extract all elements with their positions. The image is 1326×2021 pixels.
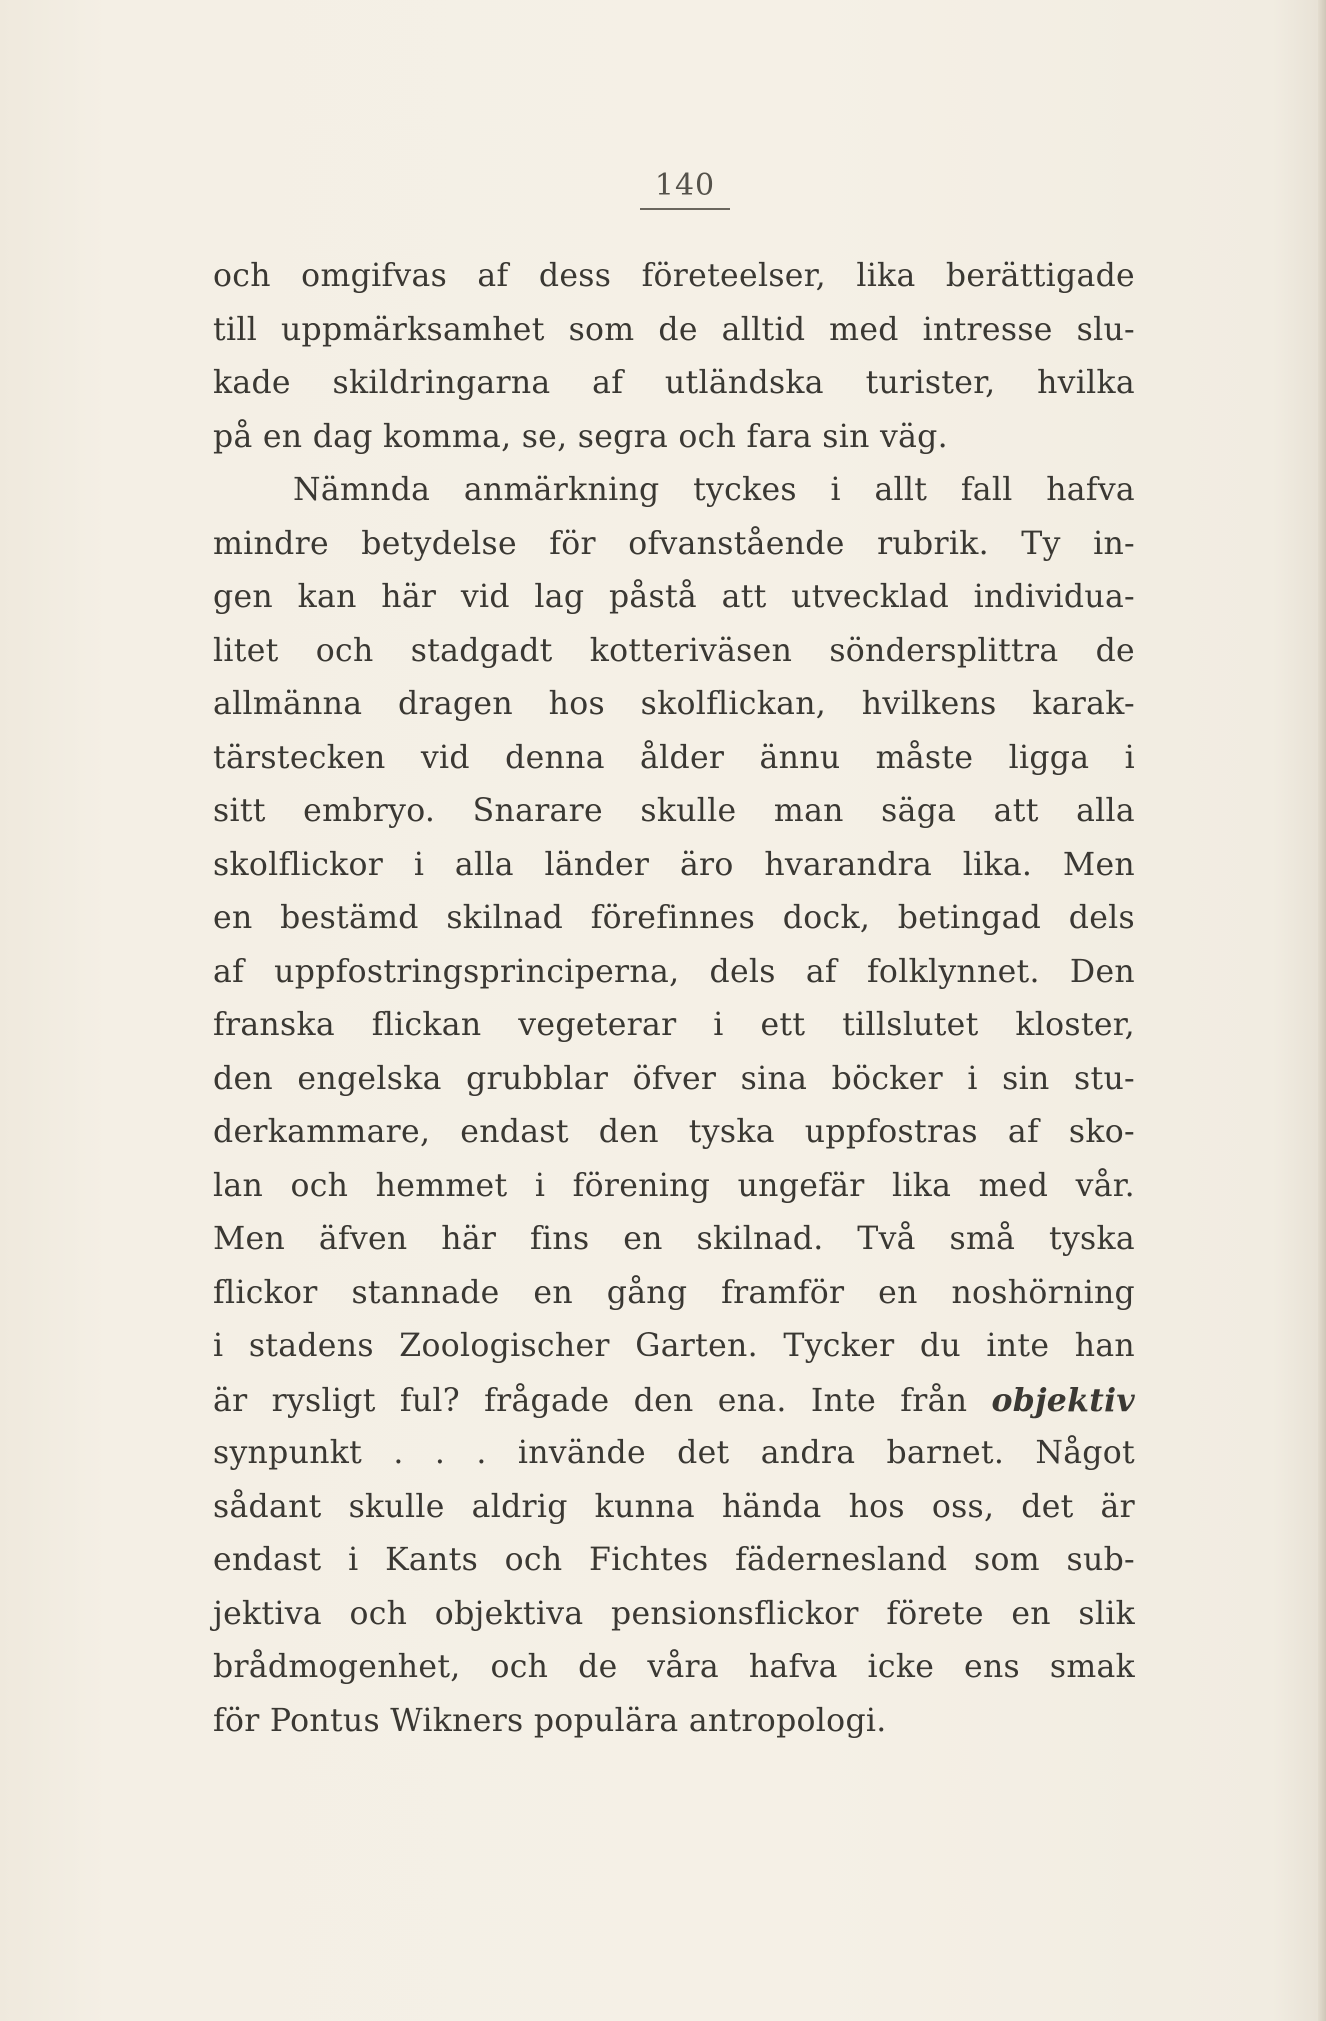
text-line: allmänna dragen hos skolflickan, hvilkens karak- xyxy=(213,686,1135,722)
emphasized-word: objektiv xyxy=(991,1381,1135,1419)
text-line: sitt embryo. Snarare skulle man säga att alla xyxy=(213,793,1135,829)
text-line: sådant skulle aldrig kunna hända hos oss, det är xyxy=(213,1488,1135,1525)
text-line: en bestämd skilnad förefinnes dock, betingad dels xyxy=(213,900,1135,936)
page-edge xyxy=(1318,0,1326,2021)
page-number: 140 xyxy=(654,168,716,203)
text-line: kade skildringarna af utländska turister, hvilka xyxy=(213,365,1135,401)
text-line: gen kan här vid lag påstå att utvecklad individua- xyxy=(213,579,1135,615)
text-line: synpunkt . . . invände det andra barnet. Något xyxy=(213,1435,1135,1471)
text-line: franska flickan vegeterar i ett tillslutet kloster, xyxy=(213,1007,1135,1043)
text-segment: är rysligt ful? frågade den ena. Inte från xyxy=(213,1382,968,1419)
text-line: Nämnda anmärkning tyckes i allt fall hafva xyxy=(293,472,1135,508)
text-line: jektiva och objektiva pensionsflickor förete en slik xyxy=(213,1595,1135,1632)
text-line: mindre betydelse för ofvanstående rubrik. Ty in- xyxy=(213,525,1135,562)
text-line-with-emphasis xyxy=(213,1374,1135,1428)
text-line: flickor stannade en gång framför en noshörning xyxy=(213,1274,1135,1311)
text-line: endast i Kants och Fichtes fädernesland som sub- xyxy=(213,1542,1135,1578)
text-line: till uppmärksamhet som de alltid med intresse slu- xyxy=(213,311,1135,348)
body-text xyxy=(213,250,1135,1748)
text-line: och omgifvas af dess företeelser, lika berättigade xyxy=(213,258,1135,294)
text-line: den engelska grubblar öfver sina böcker i sin stu- xyxy=(213,1060,1135,1097)
text-line: derkammare, endast den tyska uppfostras af sko- xyxy=(213,1114,1135,1150)
text-line: tärstecken vid denna ålder ännu måste ligga i xyxy=(213,739,1135,776)
text-line: Men äfven här fins en skilnad. Två små tyska xyxy=(213,1221,1135,1257)
text-line: lan och hemmet i förening ungefär lika med vår. xyxy=(213,1167,1135,1204)
text-line: brådmogenhet, och de våra hafva icke ens smak xyxy=(213,1649,1135,1685)
text-line: af uppfostringsprinciperna, dels af folklynnet. Den xyxy=(213,953,1135,990)
text-line: för Pontus Wikners populära antropologi. xyxy=(213,1702,887,1739)
text-line: i stadens Zoologischer Garten. Tycker du inte han xyxy=(213,1328,1135,1364)
text-line: skolflickor i alla länder äro hvarandra lika. Men xyxy=(213,846,1135,883)
text-line: litet och stadgadt kotteriväsen söndersplittra de xyxy=(213,632,1135,669)
page-number-rule xyxy=(640,208,730,210)
text-line: på en dag komma, se, segra och fara sin väg. xyxy=(213,418,948,455)
